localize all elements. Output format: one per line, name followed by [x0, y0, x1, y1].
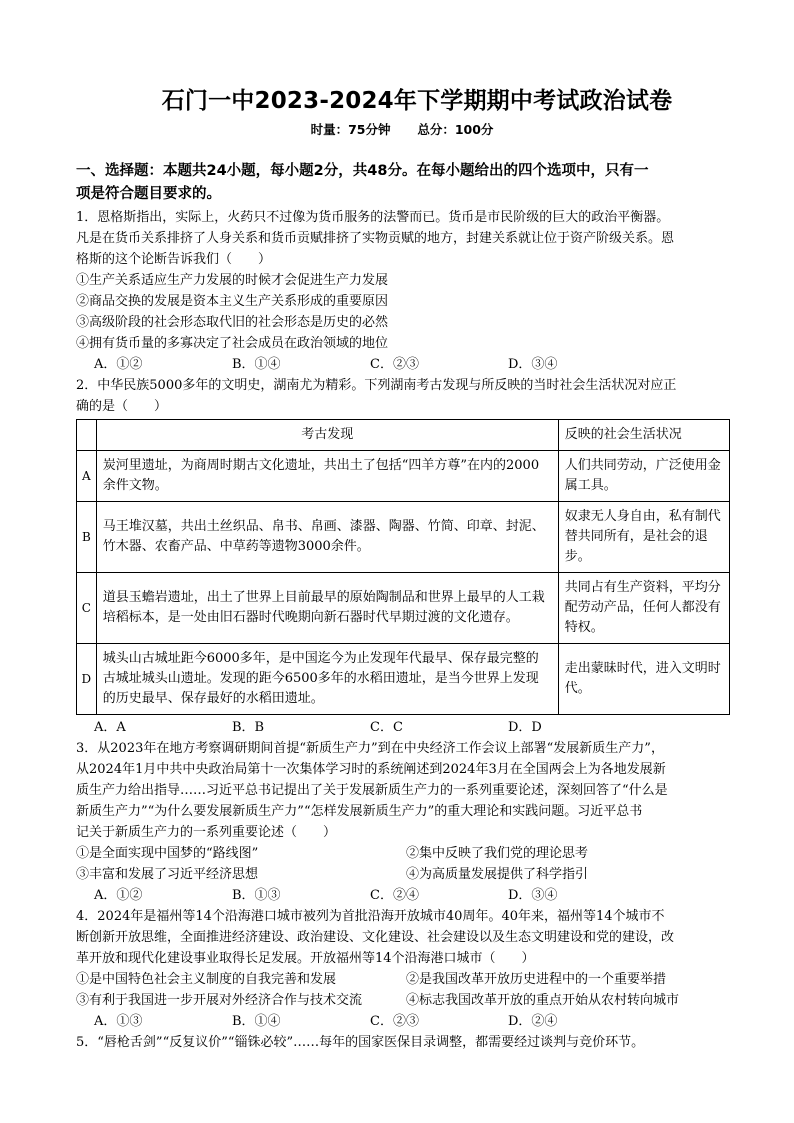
statement: ①生产关系适应生产力发展的时候才会促进生产力发展: [76, 273, 389, 288]
question-text: 革开放和现代化建设事业取得长足发展。开放福州等14个沿海港口城市（ ）: [76, 951, 535, 966]
question-text: 记关于新质生产力的一系列重要论述（ ）: [76, 825, 337, 840]
archaeology-table: [76, 419, 730, 715]
question-text: 新质生产力”“为什么要发展新质生产力”“怎样发展新质生产力”的重大理论和实践问题。习近平总书: [76, 804, 643, 819]
choice-c[interactable]: C．C: [370, 720, 403, 735]
statement: ②集中反映了我们党的理论思考: [406, 846, 589, 861]
answer-choices: [94, 354, 736, 375]
question-text: 5．“唇枪舌剑”“反复议价”“锱铢必较”……每年的国家医保目录调整，都需要经过谈判与竞价环节。: [76, 1035, 645, 1050]
table-header: 反映的社会生活状况: [558, 420, 729, 451]
finding-cell: 炭河里遗址，为商周时期古文化遗址，共出土了包括“四羊方尊”在内的2000余件文物。: [96, 451, 558, 502]
row-label: D: [77, 644, 97, 715]
question-2: [76, 375, 736, 738]
statement: ②商品交换的发展是资本主义生产关系形成的重要原因: [76, 294, 389, 309]
page-title: 石门一中2023-2024年下学期期中考试政治试卷: [161, 88, 673, 114]
statement: ③有利于我国进一步开展对外经济合作与技术交流: [76, 993, 363, 1008]
section-heading: [76, 160, 736, 206]
answer-choices: [94, 717, 736, 738]
status-cell: 共同占有生产资料，平均分配劳动产品，任何人都没有特权。: [558, 573, 729, 644]
status-cell: 走出蒙昧时代，进入文明时代。: [558, 644, 729, 715]
status-cell: 奴隶无人身自由，私有制代替共同所有，是社会的退步。: [558, 502, 729, 573]
table-row: [77, 644, 730, 715]
choice-b[interactable]: B．①④: [232, 357, 281, 372]
table-header-row: [77, 420, 730, 451]
choice-b[interactable]: B．①③: [232, 888, 281, 903]
section-heading-line: 项是符合题目要求的。: [76, 186, 221, 202]
status-cell: 人们共同劳动，广泛使用金属工具。: [558, 451, 729, 502]
row-label: B: [77, 502, 97, 573]
question-text: 质生产力给出指导……习近平总书记提出了关于发展新质生产力的一系列重要论述，深刻回答了“什么是: [76, 783, 668, 798]
finding-cell: 马王堆汉墓，共出土丝织品、帛书、帛画、漆器、陶器、竹简、印章、封泥、竹木器、农畜产品、中草药等遗物3000余件。: [96, 502, 558, 573]
section-heading-line: 一、选择题：本题共24小题，每小题2分，共48分。在每小题给出的四个选项中，只有一: [76, 163, 649, 179]
choice-b[interactable]: B．①④: [232, 1014, 281, 1029]
question-text: 4．2024年是福州等14个沿海港口城市被列为首批沿海开放城市40周年。40年来，福州等14个城市不: [76, 909, 665, 924]
question-text: 格斯的这个论断告诉我们（ ）: [76, 252, 272, 267]
statement-row: [76, 864, 736, 885]
statement-row: [76, 969, 736, 990]
choice-a[interactable]: A．①③: [94, 1014, 143, 1029]
table-header: [77, 420, 97, 451]
question-text: 1．恩格斯指出，实际上，火药只不过像为货币服务的法警而已。货币是市民阶级的巨大的政治平衡器。: [76, 210, 670, 225]
question-text: 凡是在货币关系排挤了人身关系和货币贡赋排挤了实物贡赋的地方，封建关系就让位于资产阶级关系。恩: [76, 231, 675, 246]
answer-choices: [94, 885, 736, 906]
table-row: [77, 451, 730, 502]
exam-content: [76, 160, 736, 1053]
statement: ④拥有货币量的多寡决定了社会成员在政治领域的地位: [76, 336, 389, 351]
table-header: 考古发现: [96, 420, 558, 451]
statement: ③高级阶段的社会形态取代旧的社会形态是历史的必然: [76, 315, 389, 330]
question-text: 从2024年1月中共中央政治局第十一次集体学习时的系统阐述到2024年3月在全国两会上为各地发展新: [76, 762, 666, 777]
finding-cell: 城头山古城址距今6000多年，是中国迄今为止发现年代最早、保存最完整的古城址城头山遗址。发现的距今6500多年的水稻田遗址，是当今世界上发现的历史最早、保存最好的水稻田遗址。: [96, 644, 558, 715]
question-text: 3．从2023年在地方考察调研期间首提“新质生产力”到在中央经济工作会议上部署“发展新质生产力”，: [76, 741, 664, 756]
row-label: C: [77, 573, 97, 644]
statement-row: [76, 990, 736, 1011]
statement: ②是我国改革开放历史进程中的一个重要举措: [406, 972, 667, 987]
choice-c[interactable]: C．②③: [370, 1014, 419, 1029]
choice-a[interactable]: A．①②: [94, 888, 143, 903]
question-4: [76, 906, 736, 1032]
question-3: [76, 738, 736, 906]
statement: ④为高质量发展提供了科学指引: [406, 867, 589, 882]
choice-d[interactable]: D．D: [508, 720, 542, 735]
question-5: [76, 1032, 736, 1053]
statement: ①是全面实现中国梦的“路线图”: [76, 846, 259, 861]
statement-row: [76, 843, 736, 864]
choice-d[interactable]: D．②④: [508, 1014, 558, 1029]
question-1: [76, 207, 736, 375]
row-label: A: [77, 451, 97, 502]
question-text: 确的是（ ）: [76, 399, 168, 414]
choice-b[interactable]: B．B: [232, 720, 265, 735]
statement: ③丰富和发展了习近平经济思想: [76, 867, 259, 882]
question-text: 2．中华民族5000多年的文明史，湖南尤为精彩。下列湖南考古发现与所反映的当时社会生活状况对应正: [76, 378, 677, 393]
choice-a[interactable]: A．①②: [94, 357, 143, 372]
statement: ①是中国特色社会主义制度的自我完善和发展: [76, 972, 337, 987]
question-text: 断创新开放思维，全面推进经济建设、政治建设、文化建设、社会建设以及生态文明建设和党的建设，改: [76, 930, 675, 945]
exam-meta: 时量：75分钟 总分：100分: [310, 122, 494, 137]
answer-choices: [94, 1011, 736, 1032]
table-row: [77, 573, 730, 644]
choice-c[interactable]: C．②④: [370, 888, 419, 903]
finding-cell: 道县玉蟾岩遗址，出土了世界上目前最早的原始陶制品和世界上最早的人工栽培稻标本，是一处由旧石器时代晚期向新石器时代早期过渡的文化遗存。: [96, 573, 558, 644]
table-row: [77, 502, 730, 573]
choice-d[interactable]: D．③④: [508, 888, 558, 903]
choice-d[interactable]: D．③④: [508, 357, 558, 372]
statement: ④标志我国改革开放的重点开始从农村转向城市: [406, 993, 680, 1008]
choice-c[interactable]: C．②③: [370, 357, 419, 372]
choice-a[interactable]: A．A: [94, 720, 126, 735]
